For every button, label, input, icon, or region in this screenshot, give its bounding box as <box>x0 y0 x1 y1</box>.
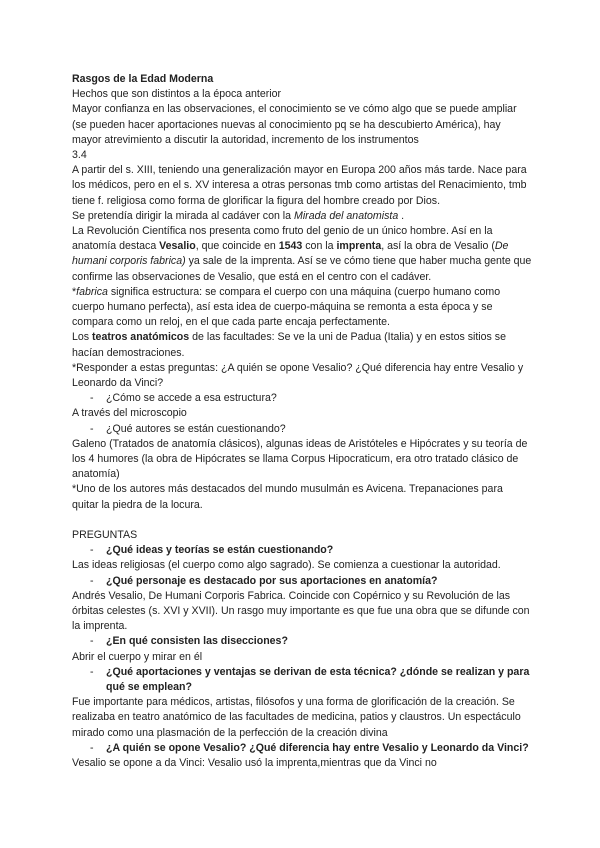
bold-term: teatros anatómicos <box>92 331 190 344</box>
paragraph: A través del microscopio <box>72 407 187 420</box>
bullet-dash: - <box>90 741 94 754</box>
question-item <box>72 634 532 649</box>
list-item-text: ¿Cómo se accede a esa estructura? <box>106 392 277 405</box>
list-item <box>72 391 532 406</box>
bullet-dash: - <box>90 422 94 435</box>
paragraph <box>72 285 532 331</box>
paragraph: Hechos que son distintos a la época anterior <box>72 88 282 101</box>
italic-term: Mirada del anatomista <box>294 209 399 222</box>
italic-term: fabrica <box>76 285 108 298</box>
paragraph <box>72 224 532 285</box>
list-item-text: ¿Qué autores se están cuestionando? <box>106 422 286 435</box>
paragraph: Galeno (Tratados de anatomía clásicos), algunas ideas de Aristóteles e Hipócrates y su teoría de los 4 humores (la obra de Hipócrates se llama Corpus Hipocraticum, era otro tratado clásico de anatomía) <box>72 437 528 481</box>
question-text: ¿Qué aportaciones y ventajas se derivan de esta técnica? ¿dónde se realizan y para qué se emplean? <box>106 665 530 693</box>
text-run: significa estructura: se compara el cuerpo con una máquina (cuerpo humano como cuerpo humano perfecta), así esta idea de cuerpo-máquina se remonta a esta época y se compara como un reloj, en el que cada parte encaja perfectamente. <box>72 285 501 329</box>
answer-paragraph: Andrés Vesalio, De Humani Corporis Fabrica. Coincide con Copérnico y su Revolución de las órbitas celestes (s. XVI y XVII). Un rasgo muy importante es que fue una obra que se difunde con la imprenta. <box>72 589 530 633</box>
answer-paragraph: Fue importante para médicos, artistas, filósofos y una forma de glorificación de la creación. Se realizaba en teatro anatómico de las facultades de medicina, patios y claustros. Un espectáculo mirado como una plasmación de la perfección de la creación divina <box>72 696 521 739</box>
italic-term: De humani corporis fabrica) <box>72 240 509 268</box>
document-title: Rasgos de la Edad Moderna <box>72 73 214 85</box>
paragraph: Mayor confianza en las observaciones, el conocimiento se ve cómo algo que se puede ampliar (se pueden hacer aportaciones nuevas al conocimiento pq se ha descubierto América), hay mayor atrevimiento a discutir la autoridad, incremento de los instrumentos <box>72 103 517 146</box>
paragraph: 3.4 <box>72 149 87 162</box>
text-run: con la <box>302 240 337 253</box>
text-run: Los <box>72 331 93 344</box>
blank-line <box>72 513 532 528</box>
text-run: ya sale de la imprenta. Así se ve cómo tiene que haber mucha gente que confirme las observaciones de Vesalio, que está en el centro con el cadáver. <box>72 255 532 283</box>
section-heading: PREGUNTAS <box>72 528 138 541</box>
bold-term: 1543 <box>278 240 303 253</box>
question-item <box>72 665 532 695</box>
paragraph <box>72 209 532 224</box>
answer-paragraph: Abrir el cuerpo y mirar en él <box>72 650 203 663</box>
bullet-dash: - <box>90 635 94 648</box>
question-item <box>72 574 532 589</box>
list-item <box>72 422 532 437</box>
bullet-dash: - <box>90 392 94 405</box>
text-run: . <box>398 209 405 222</box>
paragraph <box>72 330 532 360</box>
text-run: de las facultades: Se ve la uni de Padua (Italia) y en estos sitios se hacían demostraciones. <box>72 331 506 359</box>
answer-paragraph: Las ideas religiosas (el cuerpo como algo sagrado). Se comienza a cuestionar la autoridad. <box>72 559 501 572</box>
answer-paragraph: Vesalio se opone a da Vinci: Vesalio usó la imprenta,mientras que da Vinci no <box>72 756 437 769</box>
question-item <box>72 543 532 558</box>
text-run: La Revolución Científica nos presenta como fruto del genio de un único hombre. Así en la anatomía destaca <box>72 225 493 253</box>
bullet-dash: - <box>90 544 94 557</box>
document-page <box>72 72 532 771</box>
bold-term: Vesalio <box>159 240 196 253</box>
bullet-dash: - <box>90 665 94 678</box>
question-item <box>72 741 532 756</box>
paragraph: *Responder a estas preguntas: ¿A quién se opone Vesalio? ¿Qué diferencia hay entre Vesalio y Leonardo da Vinci? <box>72 361 524 390</box>
question-text: ¿Qué ideas y teorías se están cuestionando? <box>106 544 334 557</box>
question-text: ¿Qué personaje es destacado por sus aportaciones en anatomía? <box>106 574 438 587</box>
paragraph: A partir del s. XIII, teniendo una generalización mayor en Europa 200 años más tarde. Nace para los médicos, pero en el s. XV interesa a otras personas tmb como artistas del Renacimiento, tmb tiene f. religiosa como forma de glorificar la figura del hombre creado por Dios. <box>72 164 527 207</box>
text-run: , así la obra de Vesalio ( <box>381 240 495 253</box>
bullet-dash: - <box>90 574 94 587</box>
text-run: * <box>72 285 77 298</box>
text-run: Se pretendía dirigir la mirada al cadáver con la <box>72 209 294 222</box>
paragraph: *Uno de los autores más destacados del mundo musulmán es Avicena. Trepanaciones para quitar la piedra de la locura. <box>72 483 503 511</box>
question-text: ¿A quién se opone Vesalio? ¿Qué diferencia hay entre Vesalio y Leonardo da Vinci? <box>106 741 529 754</box>
text-run: , que coincide en <box>195 240 279 253</box>
bold-term: imprenta <box>336 240 382 253</box>
question-text: ¿En qué consisten las disecciones? <box>106 635 288 648</box>
